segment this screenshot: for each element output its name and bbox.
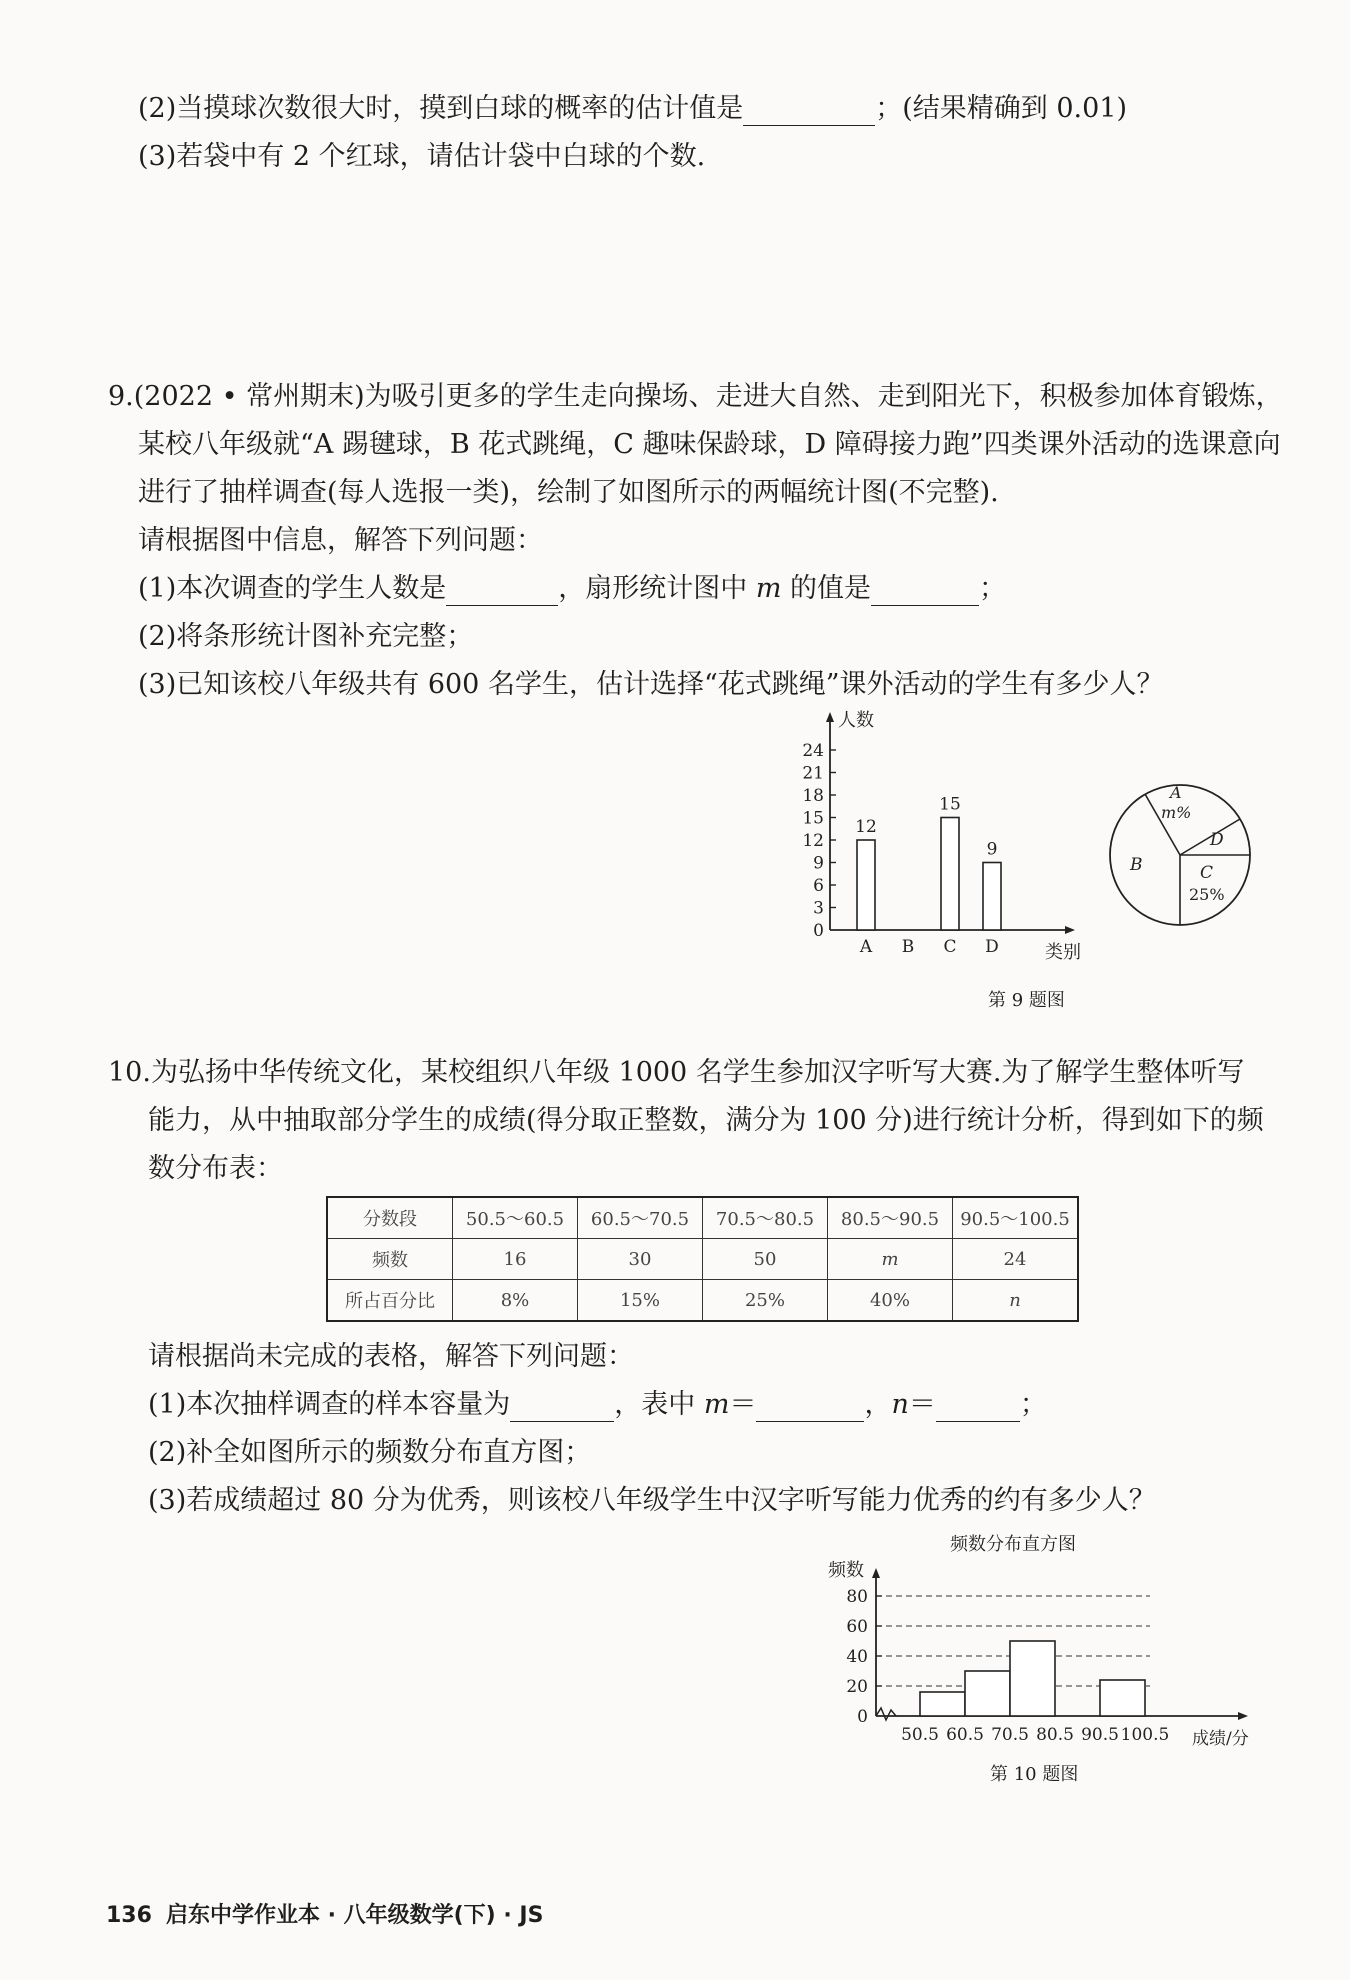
table-cell: 40% <box>828 1280 953 1322</box>
q10-part3: (3)若成绩超过 80 分为优秀，则该校八年级学生中汉字听写能力优秀的约有多少人？ <box>148 1485 1156 1516</box>
y-tick-label: 20 <box>846 1677 868 1697</box>
q10-intro-line3: 数分布表： <box>148 1153 283 1184</box>
page-number: 136 <box>106 1903 152 1928</box>
y-tick-label: 21 <box>802 763 824 784</box>
variable-m: m <box>703 1389 730 1420</box>
pie-label-a: A <box>1170 783 1182 802</box>
x-tick-label: 70.5 <box>991 1725 1029 1745</box>
y-axis-arrow <box>826 712 834 722</box>
answer-blank[interactable] <box>756 1395 864 1422</box>
q8-part2-text-b: ；(结果精确到 0.01) <box>875 93 1128 124</box>
y-tick-label: 60 <box>846 1617 868 1637</box>
answer-blank[interactable] <box>936 1395 1020 1422</box>
table-cell: 60.5～70.5 <box>578 1197 703 1239</box>
q10-part1-text-b: ，表中 <box>614 1389 704 1420</box>
y-tick-label: 6 <box>813 876 824 896</box>
y-tick-label: 40 <box>846 1647 868 1667</box>
frequency-table <box>326 1196 1079 1322</box>
q9-prompt: 请根据图中信息，解答下列问题： <box>138 525 543 556</box>
q10-part1 <box>148 1388 1047 1422</box>
bar <box>941 818 959 931</box>
bar <box>857 840 875 930</box>
x-tick-label: D <box>985 937 999 957</box>
x-tick-label: 100.5 <box>1120 1725 1170 1745</box>
bar-data-label: 9 <box>986 839 998 860</box>
x-axis-arrow <box>1065 926 1075 934</box>
histogram-bar <box>1100 1680 1145 1716</box>
pie-label-c: C <box>1200 863 1214 883</box>
page-footer <box>106 1898 543 1929</box>
table-cell: 频数 <box>327 1239 453 1280</box>
x-tick-label: 90.5 <box>1081 1725 1119 1745</box>
pie-value-c: 25% <box>1189 885 1225 904</box>
table-cell: 90.5～100.5 <box>953 1197 1079 1239</box>
q10-part1-text-f: ； <box>1019 1389 1047 1420</box>
q9-intro-line2: 某校八年级就“A 踢毽球，B 花式跳绳，C 趣味保龄球，D 障碍接力跑”四类课外活动的选课意向 <box>138 429 1281 460</box>
pie-value-a: m% <box>1161 803 1192 822</box>
q10-part1-text-e: ＝ <box>908 1389 936 1420</box>
y-tick-label: 0 <box>813 921 824 941</box>
q9-bar-chart <box>790 708 1090 978</box>
table-cell: 70.5～80.5 <box>703 1197 828 1239</box>
q9-intro-line1: 9.(2022 • 常州期末)为吸引更多的学生走向操场、走进大自然、走到阳光下，积极参加体育锻炼， <box>108 381 1283 412</box>
table-cell: 80.5～90.5 <box>828 1197 953 1239</box>
q10-part1-text-a: (1)本次抽样调查的样本容量为 <box>148 1389 511 1420</box>
q9-part1 <box>138 572 1006 606</box>
x-tick-label: A <box>859 937 873 957</box>
table-cell: 16 <box>453 1239 578 1280</box>
pie-label-b: B <box>1130 855 1143 875</box>
histogram-bar <box>1010 1641 1055 1716</box>
y-tick-label: 24 <box>802 741 824 761</box>
y-tick-label: 12 <box>802 831 824 851</box>
table-cell: n <box>953 1280 1079 1322</box>
table-row <box>327 1280 1078 1322</box>
answer-blank[interactable] <box>871 579 979 606</box>
table-cell: 所占百分比 <box>327 1280 453 1322</box>
y-axis-label: 人数 <box>838 710 874 731</box>
q10-part1-text-d: ， <box>864 1389 892 1420</box>
x-axis-label: 成绩/分 <box>1192 1729 1249 1749</box>
bar-data-label: 12 <box>855 817 877 837</box>
variable-n: n <box>891 1389 909 1420</box>
q8-part2-text-a: (2)当摸球次数很大时，摸到白球的概率的估计值是 <box>138 93 744 124</box>
q9-part2: (2)将条形统计图补充完整； <box>138 621 474 652</box>
y-tick-label: 80 <box>846 1587 868 1607</box>
x-axis-label: 类别 <box>1045 942 1081 963</box>
q8-part3: (3)若袋中有 2 个红球，请估计袋中白球的个数. <box>138 141 706 172</box>
pie-label-d: D <box>1210 830 1224 850</box>
bar-data-label: 15 <box>939 794 961 815</box>
answer-blank[interactable] <box>510 1395 614 1422</box>
y-tick-label: 18 <box>802 786 824 806</box>
y-tick-label: 0 <box>857 1707 868 1727</box>
y-axis-arrow <box>872 1568 880 1578</box>
answer-blank[interactable] <box>743 99 875 126</box>
x-axis-arrow <box>1238 1712 1248 1720</box>
q9-part3: (3)已知该校八年级共有 600 名学生，估计选择“花式跳绳”课外活动的学生有多少人？ <box>138 669 1164 700</box>
q9-figure-caption: 第 9 题图 <box>988 990 1065 1011</box>
table-row <box>327 1239 1078 1280</box>
histogram-bar <box>920 1692 965 1716</box>
table-cell: 24 <box>953 1239 1079 1280</box>
histogram-title: 频数分布直方图 <box>950 1534 1076 1555</box>
x-tick-label: 60.5 <box>946 1725 984 1745</box>
q9-part1-text-c: 的值是 <box>781 573 872 604</box>
q10-intro-line2: 能力，从中抽取部分学生的成绩(得分取正整数，满分为 100 分)进行统计分析，得到如下的频 <box>148 1105 1264 1136</box>
x-tick-label: C <box>943 937 957 957</box>
bar <box>983 863 1001 931</box>
answer-blank[interactable] <box>446 579 558 606</box>
y-tick-label: 9 <box>813 853 824 874</box>
q9-part1-text-a: (1)本次调查的学生人数是 <box>138 573 447 604</box>
book-title: 启东中学作业本 · 八年级数学(下) · JS <box>165 1903 544 1928</box>
q9-intro-line3: 进行了抽样调查(每人选报一类)，绘制了如图所示的两幅统计图(不完整). <box>138 477 999 508</box>
table-cell: 15% <box>578 1280 703 1322</box>
table-cell: 50 <box>703 1239 828 1280</box>
q9-part1-text-b: ，扇形统计图中 <box>558 573 756 604</box>
q10-histogram <box>820 1528 1260 1758</box>
x-tick-label: 50.5 <box>901 1725 939 1745</box>
histogram-bar <box>965 1671 1010 1716</box>
x-tick-label: B <box>901 937 915 957</box>
axis-break-symbol <box>876 1708 896 1720</box>
variable-m: m <box>755 573 782 604</box>
table-cell: 8% <box>453 1280 578 1322</box>
q10-part1-text-c: ＝ <box>729 1389 757 1420</box>
q10-intro-line1: 10.为弘扬中华传统文化，某校组织八年级 1000 名学生参加汉字听写大赛.为了解学生整体听写 <box>108 1057 1245 1088</box>
y-tick-label: 15 <box>802 808 824 829</box>
q9-part1-text-d: ； <box>979 573 1007 604</box>
y-axis-label: 频数 <box>828 1560 864 1581</box>
q10-prompt: 请根据尚未完成的表格，解答下列问题： <box>148 1341 634 1372</box>
x-tick-label: 80.5 <box>1036 1725 1074 1745</box>
q10-part2: (2)补全如图所示的频数分布直方图； <box>148 1437 592 1468</box>
q8-part2 <box>138 92 1127 126</box>
table-cell: 30 <box>578 1239 703 1280</box>
table-cell: 分数段 <box>327 1197 453 1239</box>
table-row <box>327 1197 1078 1239</box>
table-cell: 50.5～60.5 <box>453 1197 578 1239</box>
q9-pie-chart <box>1100 775 1260 935</box>
table-cell: 25% <box>703 1280 828 1322</box>
y-tick-label: 3 <box>813 898 824 919</box>
q10-figure-caption: 第 10 题图 <box>990 1764 1079 1785</box>
table-cell: m <box>828 1239 953 1280</box>
